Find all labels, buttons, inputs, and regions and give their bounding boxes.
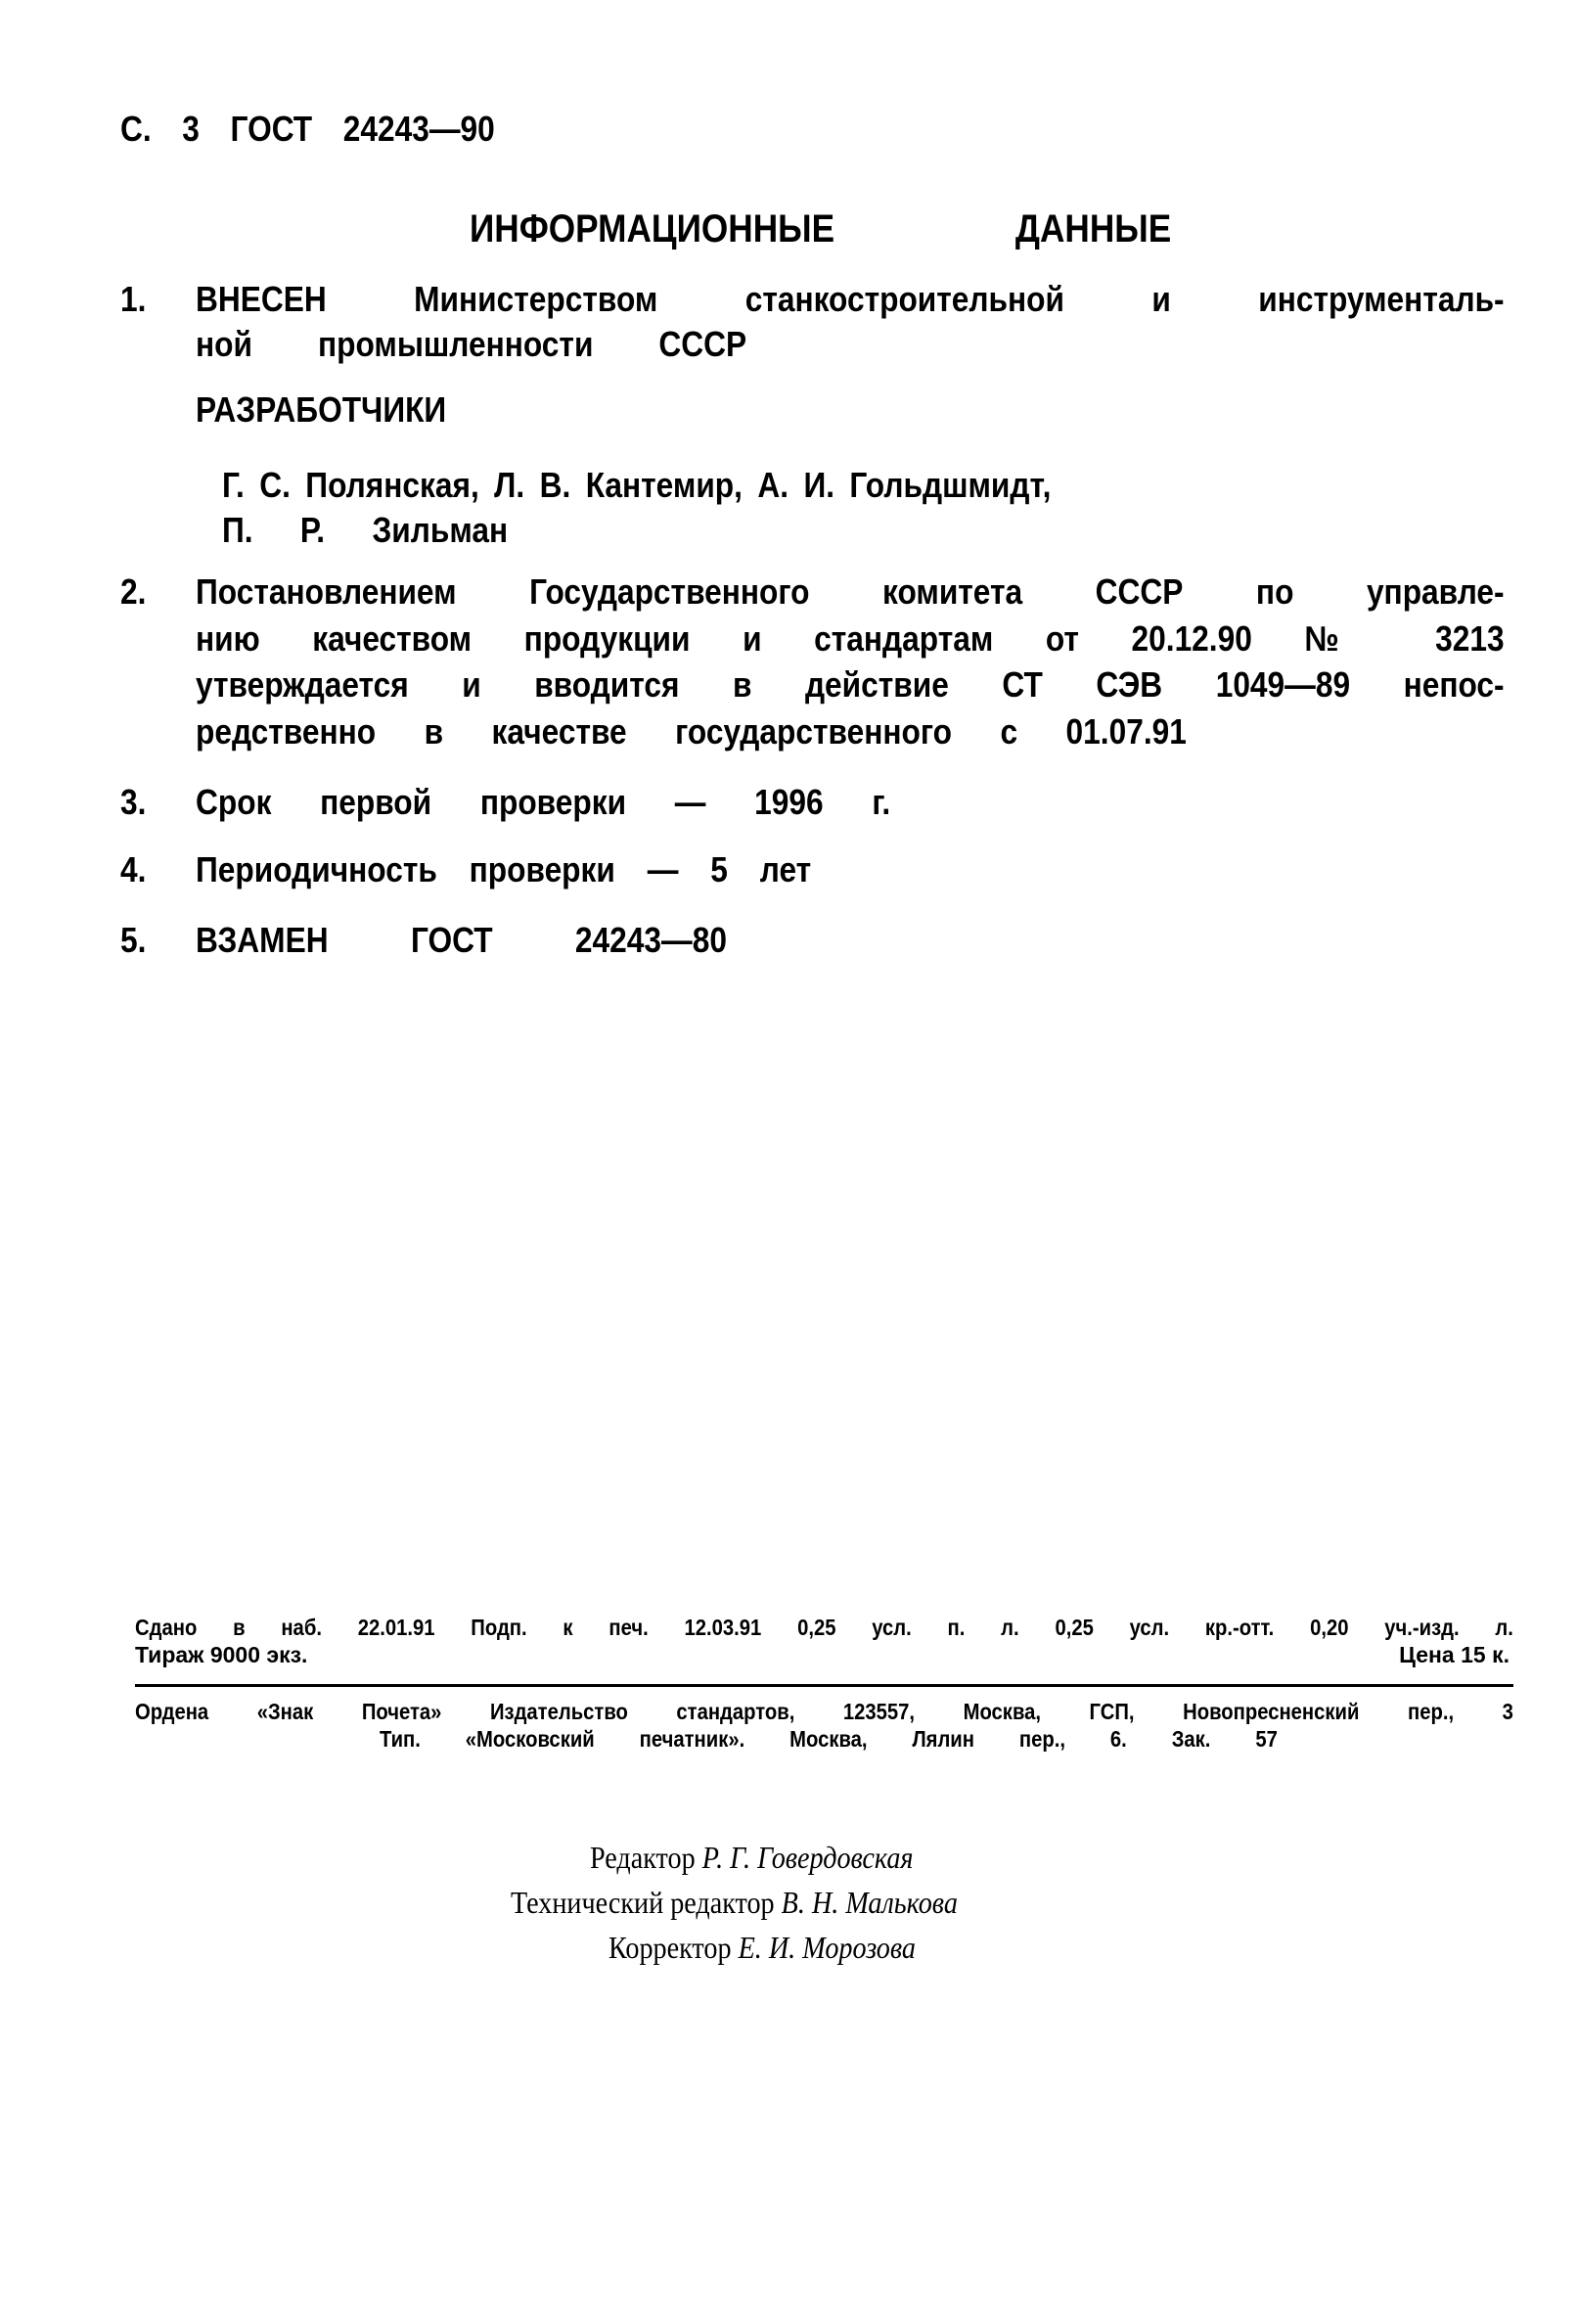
editor-line xyxy=(590,1842,914,1873)
item-2-line: Постановлением Государственного комитета СССР по управле- xyxy=(196,571,1505,612)
item-number: 3. xyxy=(120,782,147,822)
item-number: 5. xyxy=(120,920,147,960)
publisher-line: Ордена «Знак Почета» Издательство стандартов, 123557, Москва, ГСП, Новопресненский пер., 3 xyxy=(135,1699,1513,1724)
developers-names: Г. С. Полянская, Л. В. Кантемир, А. И. Гольдшмидт, xyxy=(222,465,1052,505)
developers-heading: РАЗРАБОТЧИКИ xyxy=(196,389,447,430)
item-2-line: нию качеством продукции и стандартам от 20.12.90 № 3213 xyxy=(196,618,1505,659)
item-1-line: ной промышленности СССР xyxy=(196,324,747,364)
corrector-line xyxy=(608,1932,916,1963)
imprint-line: Сдано в наб. 22.01.91 Подп. к печ. 12.03.91 0,25 усл. п. л. 0,25 усл. кр.-отт. 0,20 уч.-изд. л. xyxy=(135,1615,1513,1640)
technical-editor-line xyxy=(511,1887,958,1918)
section-title: ИНФОРМАЦИОННЫЕ ДАННЫЕ xyxy=(470,207,1172,251)
item-1-line: ВНЕСЕН Министерством станкостроительной и инструменталь- xyxy=(196,279,1505,319)
developers-names: П. Р. Зильман xyxy=(222,510,509,550)
item-number: 2. xyxy=(120,571,147,612)
editor-role: Корректор xyxy=(608,1930,732,1965)
editor-name: Р. Г. Говердовская xyxy=(701,1840,914,1875)
editor-role: Технический редактор xyxy=(511,1885,775,1920)
circulation: Тираж 9000 экз. xyxy=(135,1642,308,1667)
editor-role: Редактор xyxy=(590,1840,696,1875)
item-4-line: Периодичность проверки — 5 лет xyxy=(196,849,812,889)
printer-line: Тип. «Московский печатник». Москва, Лялин пер., 6. Зак. 57 xyxy=(380,1726,1278,1752)
item-2-line: утверждается и вводится в действие СТ СЭВ 1049—89 непос- xyxy=(196,664,1505,705)
page-header: С. 3 ГОСТ 24243—90 xyxy=(120,109,495,149)
item-3-line: Срок первой проверки — 1996 г. xyxy=(196,782,891,822)
item-5-line: ВЗАМЕН ГОСТ 24243—80 xyxy=(196,920,727,960)
item-number: 4. xyxy=(120,849,147,889)
divider xyxy=(135,1684,1513,1687)
price: Цена 15 к. xyxy=(1399,1642,1509,1667)
editor-name: Е. И. Морозова xyxy=(738,1930,916,1965)
item-2-line: редственно в качестве государственного с 01.07.91 xyxy=(196,711,1187,752)
imprint-row xyxy=(135,1644,1509,1666)
editor-name: В. Н. Малькова xyxy=(781,1885,958,1920)
item-number: 1. xyxy=(120,279,147,319)
